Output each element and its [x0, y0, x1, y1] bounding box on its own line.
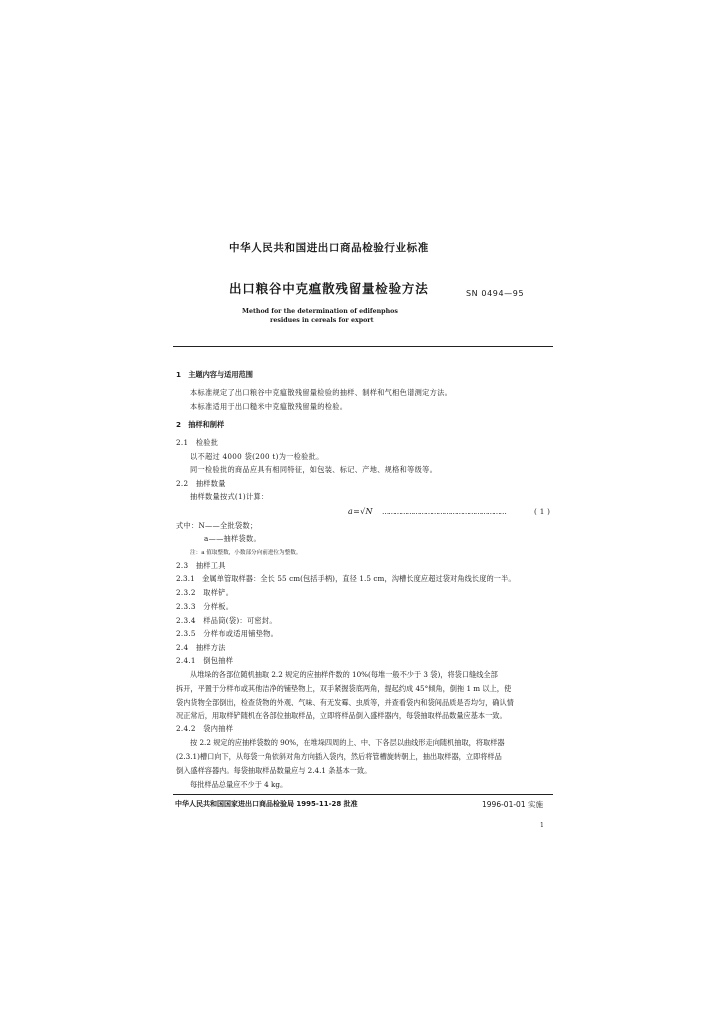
section-2-3-4: 2.3.4 样品筒(袋)：可密封。: [176, 616, 277, 625]
section-2-2-title: 2.2 抽样数量: [176, 479, 226, 488]
section-2-4-title: 2.4 抽样方法: [176, 643, 226, 652]
section-2-4-1-line-2: 拆开，平置于分样布或其他洁净的铺垫物上，双手紧握袋底两角，提起约成 45°倾角，倒拖 1 m 以上，使: [176, 684, 512, 693]
section-2-4-1-line-1: 从堆垛的各部位随机抽取 2.2 规定的应抽样件数的 10%(每堆一般不少于 3 袋)，将袋口缝线全部: [190, 670, 498, 679]
section-2-3-1: 2.3.1 金属单管取样器：全长 55 cm(包括手柄)，直径 1.5 cm，沟槽长度应超过袋对角线长度的一半。: [176, 574, 516, 583]
section-2-2-paragraph-1: 抽样数量按式(1)计算：: [190, 492, 269, 501]
page-number: 1: [540, 822, 544, 829]
formula-where-a: a——抽样袋数。: [204, 534, 261, 543]
standard-code: SN 0494—95: [466, 289, 525, 298]
section-2-4-1-line-4: 况正常后，用取样铲随机在各部位抽取样品，立即将样品倒入盛样器内，每袋抽取样品数量应基本一致。: [176, 711, 507, 720]
section-2-title: 2 抽样和制样: [176, 420, 225, 429]
section-2-3-title: 2.3 抽样工具: [176, 561, 226, 570]
section-2-4-2-line-4: 每批样品总量应不少于 4 kg。: [190, 780, 288, 789]
section-2-1-paragraph-2: 同一检验批的商品应具有相同特征，如包装、标记、产地、规格和等级等。: [190, 465, 438, 474]
section-2-4-1-title: 2.4.1 倒包抽样: [176, 656, 234, 665]
section-2-1-title: 2.1 检验批: [176, 438, 219, 447]
section-2-4-2-line-2: (2.3.1)槽口向下，从每袋一角依斜对角方向插入袋内，然后将管槽旋转朝上，抽出取样器，立即将样品: [176, 752, 502, 761]
section-1-paragraph-2: 本标准适用于出口糙米中克瘟散残留量的检验。: [190, 402, 348, 411]
section-2-4-2-title: 2.4.2 袋内抽样: [176, 724, 234, 733]
english-title-line-1: Method for the determination of edifenphos: [242, 308, 398, 315]
section-2-4-2-line-3: 倒入盛样容器内。每袋抽取样品数量应与 2.4.1 条基本一致。: [176, 766, 372, 775]
section-2-3-5: 2.3.5 分样布或适用铺垫物。: [176, 629, 279, 638]
formula: a=√N: [348, 507, 373, 516]
section-2-3-2: 2.3.2 取样铲。: [176, 588, 234, 597]
section-2-4-2-line-1: 按 2.2 规定的应抽样袋数的 90%，在堆垛四周的上、中、下各层以曲线形走向随机抽取，将取样器: [190, 738, 505, 747]
section-1-title: 1 主题内容与适用范围: [176, 370, 253, 379]
implementation-date: 1996-01-01 实施: [482, 800, 543, 809]
footer-divider: [173, 794, 553, 795]
english-title-line-2: residues in cereals for export: [270, 317, 374, 324]
formula-leader-dots: ……………………………………………………: [382, 507, 506, 516]
approval-line: 中华人民共和国国家进出口商品检验局 1995-11-28 批准: [175, 800, 358, 808]
section-2-1-paragraph-1: 以不超过 4000 袋(200 t)为一检验批。: [190, 452, 324, 461]
formula-number: ( 1 ): [534, 507, 551, 516]
standard-type-heading: 中华人民共和国进出口商品检验行业标准: [229, 242, 429, 254]
section-1-paragraph-1: 本标准规定了出口粮谷中克瘟散残留量检验的抽样、制样和气相色谱测定方法。: [190, 388, 453, 397]
formula-note: 注：a 值取整数，小数部分向前进位为整数。: [190, 550, 302, 556]
formula-where-n: 式中：N——全批袋数；: [176, 521, 258, 530]
document-title: 出口粮谷中克瘟散残留量检验方法: [229, 281, 429, 296]
section-2-4-1-line-3: 袋内货物全部倒出，检查货物的外观、气味、有无发霉、虫质等，并查看袋内和袋间品质是否均匀，确认情: [176, 698, 514, 707]
section-2-3-3: 2.3.3 分样板。: [176, 602, 234, 611]
header-divider: [173, 346, 553, 347]
